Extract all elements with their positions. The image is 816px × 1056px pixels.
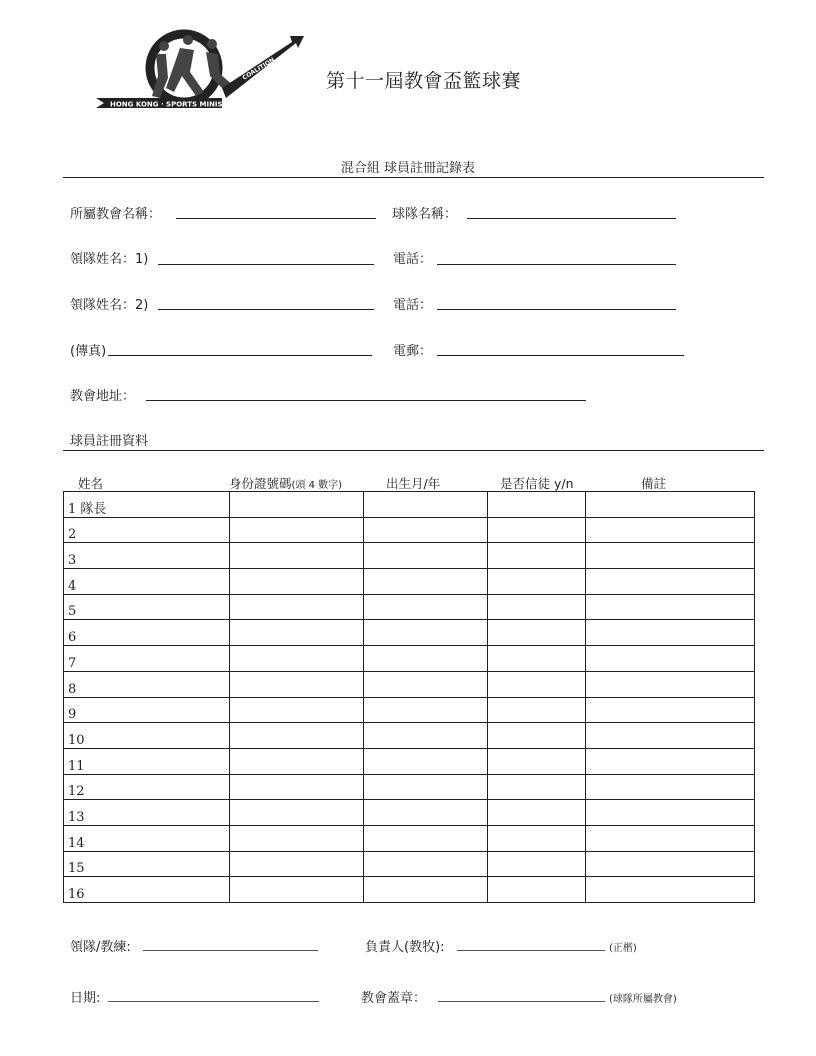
remarks-cell[interactable] — [586, 543, 755, 569]
id-cell[interactable] — [230, 723, 364, 749]
id-cell[interactable] — [230, 569, 364, 595]
logo-text-bottom: HONG KONG · SPORTS MINISTRY — [110, 100, 238, 109]
believer-cell[interactable] — [488, 543, 586, 569]
responsible-label: 負責人(教牧): — [365, 940, 445, 955]
remarks-cell[interactable] — [586, 851, 755, 877]
stamp-label: 教會蓋章： — [361, 991, 427, 1006]
id-cell[interactable] — [230, 517, 364, 543]
id-cell[interactable] — [230, 492, 364, 518]
believer-cell[interactable] — [488, 569, 586, 595]
birth-cell[interactable] — [364, 851, 488, 877]
remarks-cell[interactable] — [586, 723, 755, 749]
date-field[interactable] — [108, 1001, 319, 1002]
believer-cell[interactable] — [488, 492, 586, 518]
id-cell[interactable] — [230, 671, 364, 697]
remarks-cell[interactable] — [586, 800, 755, 826]
player-name-cell[interactable]: 10 — [64, 723, 230, 749]
hk-sports-ministry-logo — [94, 28, 306, 112]
section-title: 球員註冊資料 — [70, 434, 149, 449]
id-cell[interactable] — [230, 543, 364, 569]
player-name-cell[interactable]: 7 — [64, 646, 230, 672]
remarks-cell[interactable] — [586, 671, 755, 697]
player-name-cell[interactable]: 12 — [64, 774, 230, 800]
remarks-cell[interactable] — [586, 517, 755, 543]
player-name-cell[interactable]: 9 — [64, 697, 230, 723]
believer-cell[interactable] — [488, 723, 586, 749]
remarks-cell[interactable] — [586, 594, 755, 620]
fax-field[interactable] — [108, 355, 372, 356]
remarks-cell[interactable] — [586, 697, 755, 723]
leader1-field[interactable] — [158, 264, 374, 265]
fax-label: (傳真) — [70, 344, 107, 359]
player-name-cell[interactable]: 8 — [64, 671, 230, 697]
birth-cell[interactable] — [364, 492, 488, 518]
believer-cell[interactable] — [488, 646, 586, 672]
player-name-cell[interactable]: 13 — [64, 800, 230, 826]
phone2-label: 電話： — [393, 298, 433, 313]
stamp-note: (球隊所屬教會) — [609, 994, 677, 1005]
email-label: 電郵： — [393, 344, 433, 359]
id-cell[interactable] — [230, 646, 364, 672]
table-row — [64, 774, 755, 800]
table-row — [64, 620, 755, 646]
believer-cell[interactable] — [488, 517, 586, 543]
coach-label: 領隊/教練: — [70, 940, 131, 955]
phone2-field[interactable] — [437, 309, 676, 310]
table-row — [64, 748, 755, 774]
player-name-cell[interactable]: 14 — [64, 825, 230, 851]
col-header-name: 姓名 — [78, 476, 104, 491]
birth-cell[interactable] — [364, 543, 488, 569]
form-title: 混合組 球員註冊記錄表 — [340, 161, 476, 176]
id-cell[interactable] — [230, 594, 364, 620]
coach-field[interactable] — [143, 950, 318, 951]
remarks-cell[interactable] — [586, 825, 755, 851]
birth-cell[interactable] — [364, 723, 488, 749]
table-row — [64, 851, 755, 877]
player-name-cell[interactable]: 6 — [64, 620, 230, 646]
player-name-cell[interactable]: 4 — [64, 569, 230, 595]
birth-cell[interactable] — [364, 877, 488, 903]
player-name-cell[interactable]: 5 — [64, 594, 230, 620]
birth-cell[interactable] — [364, 569, 488, 595]
remarks-cell[interactable] — [586, 620, 755, 646]
remarks-cell[interactable] — [586, 492, 755, 518]
player-name-cell[interactable]: 1 隊長 — [64, 492, 230, 518]
id-cell[interactable] — [230, 774, 364, 800]
section-divider — [63, 450, 764, 451]
player-name-cell[interactable]: 3 — [64, 543, 230, 569]
table-row — [64, 723, 755, 749]
remarks-cell[interactable] — [586, 569, 755, 595]
believer-cell[interactable] — [488, 825, 586, 851]
birth-cell[interactable] — [364, 671, 488, 697]
table-row — [64, 697, 755, 723]
remarks-cell[interactable] — [586, 748, 755, 774]
table-row — [64, 594, 755, 620]
player-name-cell[interactable]: 16 — [64, 877, 230, 903]
date-label: 日期: — [70, 991, 101, 1006]
table-row — [64, 569, 755, 595]
remarks-cell[interactable] — [586, 877, 755, 903]
logo-icon — [94, 28, 306, 112]
birth-cell[interactable] — [364, 620, 488, 646]
page-title: 第十一屆教會盃籃球賽 — [326, 70, 522, 92]
believer-cell[interactable] — [488, 594, 586, 620]
responsible-note: (正楷) — [609, 943, 637, 954]
id-cell[interactable] — [230, 851, 364, 877]
table-row — [64, 877, 755, 903]
team-name-field[interactable] — [467, 218, 676, 219]
table-row — [64, 646, 755, 672]
table-row — [64, 517, 755, 543]
table-row — [64, 825, 755, 851]
remarks-cell[interactable] — [586, 774, 755, 800]
id-cell[interactable] — [230, 697, 364, 723]
church-name-field[interactable] — [176, 218, 376, 219]
col-header-believer: 是否信徒 y/n — [500, 476, 574, 491]
believer-cell[interactable] — [488, 748, 586, 774]
table-row — [64, 671, 755, 697]
id-cell[interactable] — [230, 825, 364, 851]
player-table — [63, 491, 755, 903]
responsible-field[interactable] — [457, 950, 605, 951]
id-cell[interactable] — [230, 877, 364, 903]
table-row — [64, 492, 755, 518]
birth-cell[interactable] — [364, 800, 488, 826]
table-row — [64, 800, 755, 826]
leader1-label: 領隊姓名：1) — [70, 252, 149, 267]
believer-cell[interactable] — [488, 620, 586, 646]
id-cell[interactable] — [230, 748, 364, 774]
stamp-field[interactable] — [438, 1001, 605, 1002]
birth-cell[interactable] — [364, 748, 488, 774]
team-name-label: 球隊名稱： — [392, 207, 458, 222]
birth-cell[interactable] — [364, 774, 488, 800]
believer-cell[interactable] — [488, 697, 586, 723]
table-row — [64, 543, 755, 569]
believer-cell[interactable] — [488, 851, 586, 877]
remarks-cell[interactable] — [586, 646, 755, 672]
address-label: 教會地址： — [70, 389, 136, 404]
email-field[interactable] — [437, 355, 684, 356]
phone1-label: 電話： — [393, 252, 433, 267]
player-name-cell[interactable]: 2 — [64, 517, 230, 543]
col-header-birth: 出生月/年 — [386, 476, 441, 491]
logo-text-arrow: COALITION — [241, 56, 277, 82]
player-name-cell[interactable]: 11 — [64, 748, 230, 774]
leader2-label: 領隊姓名：2) — [70, 298, 149, 313]
col-header-id: 身份證號碼(頭 4 數字) — [229, 476, 343, 491]
divider — [63, 177, 764, 178]
birth-cell[interactable] — [364, 825, 488, 851]
player-name-cell[interactable]: 15 — [64, 851, 230, 877]
id-cell[interactable] — [230, 620, 364, 646]
birth-cell[interactable] — [364, 594, 488, 620]
birth-cell[interactable] — [364, 517, 488, 543]
believer-cell[interactable] — [488, 774, 586, 800]
believer-cell[interactable] — [488, 800, 586, 826]
leader2-field[interactable] — [158, 309, 374, 310]
church-name-label: 所屬教會名稱： — [70, 207, 162, 222]
believer-cell[interactable] — [488, 877, 586, 903]
phone1-field[interactable] — [437, 264, 676, 265]
birth-cell[interactable] — [364, 646, 488, 672]
believer-cell[interactable] — [488, 671, 586, 697]
col-header-remarks: 備註 — [641, 476, 667, 491]
address-field[interactable] — [146, 400, 586, 401]
id-cell[interactable] — [230, 800, 364, 826]
birth-cell[interactable] — [364, 697, 488, 723]
